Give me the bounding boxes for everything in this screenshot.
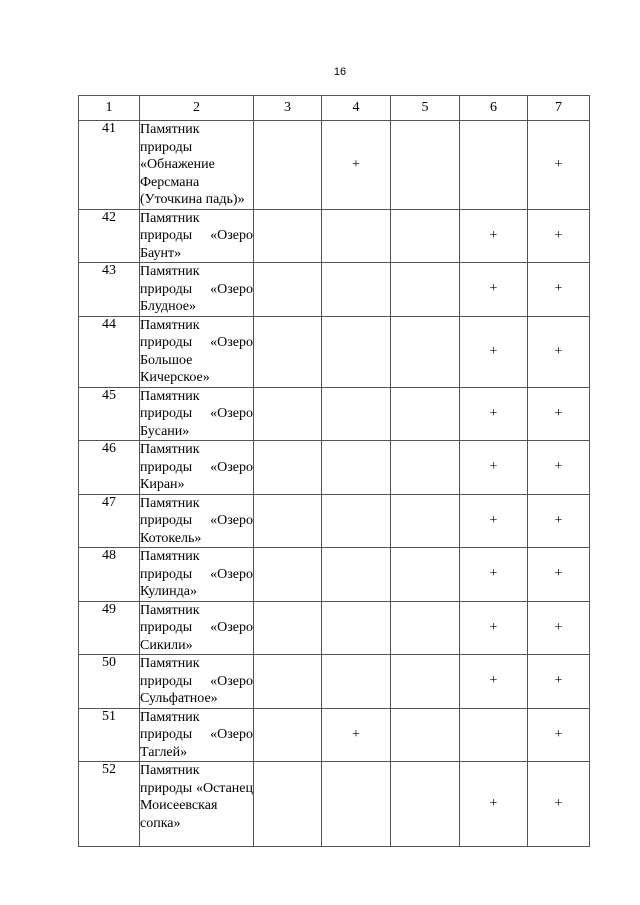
cell-col4 — [322, 441, 391, 495]
table-row — [79, 708, 590, 762]
cell-col5 — [391, 209, 460, 263]
cell-col3 — [254, 387, 322, 441]
cell-col5 — [391, 494, 460, 548]
cell-col5 — [391, 121, 460, 210]
cell-col5 — [391, 316, 460, 387]
table-row — [79, 209, 590, 263]
cell-col6: + — [460, 601, 528, 655]
row-number: 51 — [79, 708, 140, 762]
table-row — [79, 762, 590, 847]
object-name: Памятник природы «Озеро Котокель» — [140, 495, 253, 546]
object-name: Памятник природы «Озеро Блудное» — [140, 264, 253, 314]
cell-col7: + — [528, 548, 590, 602]
row-number: 42 — [79, 209, 140, 263]
column-header: 2 — [140, 96, 254, 121]
cell-col6 — [460, 121, 528, 210]
cell-col6: + — [460, 209, 528, 263]
table-row — [79, 441, 590, 495]
cell-col7: + — [528, 209, 590, 263]
table-row — [79, 387, 590, 441]
cell-col6: + — [460, 387, 528, 441]
cell-col4: + — [322, 708, 391, 762]
object-name: Памятник природы «Останец Моисеевская сопка» — [140, 762, 254, 847]
table-row — [79, 263, 590, 317]
row-number: 43 — [79, 263, 140, 317]
cell-col5 — [391, 263, 460, 317]
cell-col3 — [254, 441, 322, 495]
cell-col6: + — [460, 441, 528, 495]
row-number: 49 — [79, 601, 140, 655]
column-header: 4 — [322, 96, 391, 121]
cell-col3 — [254, 548, 322, 602]
object-name: Памятник природы «Озеро Сульфатное» — [140, 656, 253, 706]
column-header: 6 — [460, 96, 528, 121]
cell-col6: + — [460, 655, 528, 709]
cell-col3 — [254, 494, 322, 548]
cell-col3 — [254, 316, 322, 387]
column-header: 1 — [79, 96, 140, 121]
cell-col4 — [322, 387, 391, 441]
column-header: 7 — [528, 96, 590, 121]
row-number: 44 — [79, 316, 140, 387]
object-name: Памятник природы «Озеро Кулинда» — [140, 549, 253, 599]
cell-col4 — [322, 494, 391, 548]
object-name: Памятник природы «Озеро Баунт» — [140, 210, 253, 261]
cell-col6: + — [460, 762, 528, 847]
table-row — [79, 548, 590, 602]
table-row — [79, 601, 590, 655]
row-number: 41 — [79, 121, 140, 210]
cell-col7: + — [528, 316, 590, 387]
cell-col7: + — [528, 601, 590, 655]
cell-col4 — [322, 316, 391, 387]
cell-col4 — [322, 548, 391, 602]
cell-col3 — [254, 121, 322, 210]
row-number: 46 — [79, 441, 140, 495]
cell-col4 — [322, 601, 391, 655]
object-name: Памятник природы «Озеро Таглей» — [140, 709, 253, 760]
cell-col3 — [254, 263, 322, 317]
cell-col5 — [391, 548, 460, 602]
cell-col4: + — [322, 121, 391, 210]
cell-col7: + — [528, 121, 590, 210]
cell-col7: + — [528, 263, 590, 317]
cell-col7: + — [528, 762, 590, 847]
row-number: 52 — [79, 762, 140, 847]
cell-col6 — [460, 708, 528, 762]
cell-col6: + — [460, 263, 528, 317]
cell-col4 — [322, 655, 391, 709]
column-header: 5 — [391, 96, 460, 121]
cell-col5 — [391, 601, 460, 655]
cell-col3 — [254, 762, 322, 847]
cell-col7: + — [528, 441, 590, 495]
data-table — [78, 95, 590, 847]
cell-col5 — [391, 762, 460, 847]
table-row — [79, 494, 590, 548]
object-name: Памятник природы «Озеро Бусани» — [140, 388, 253, 439]
table-row — [79, 121, 590, 210]
cell-col4 — [322, 209, 391, 263]
cell-col6: + — [460, 548, 528, 602]
row-number: 50 — [79, 655, 140, 709]
cell-col3 — [254, 655, 322, 709]
cell-col5 — [391, 441, 460, 495]
cell-col4 — [322, 762, 391, 847]
table-header-row — [79, 96, 590, 121]
object-name: Памятник природы «Обнажение Ферсмана (Уточкина падь)» — [140, 121, 254, 210]
row-number: 47 — [79, 494, 140, 548]
object-name: Памятник природы «Озеро Киран» — [140, 442, 253, 492]
page-number: 16 — [333, 66, 347, 78]
cell-col5 — [391, 655, 460, 709]
row-number: 48 — [79, 548, 140, 602]
cell-col6: + — [460, 316, 528, 387]
cell-col7: + — [528, 387, 590, 441]
table-row — [79, 316, 590, 387]
cell-col5 — [391, 387, 460, 441]
table-row — [79, 655, 590, 709]
object-name: Памятник природы «Озеро Сикили» — [140, 602, 253, 653]
cell-col7: + — [528, 494, 590, 548]
cell-col7: + — [528, 708, 590, 762]
cell-col6: + — [460, 494, 528, 548]
cell-col3 — [254, 708, 322, 762]
cell-col7: + — [528, 655, 590, 709]
object-name: Памятник природы «Озеро Большое Кичерское» — [140, 317, 253, 385]
cell-col3 — [254, 601, 322, 655]
column-header: 3 — [254, 96, 322, 121]
cell-col4 — [322, 263, 391, 317]
cell-col3 — [254, 209, 322, 263]
row-number: 45 — [79, 387, 140, 441]
cell-col5 — [391, 708, 460, 762]
